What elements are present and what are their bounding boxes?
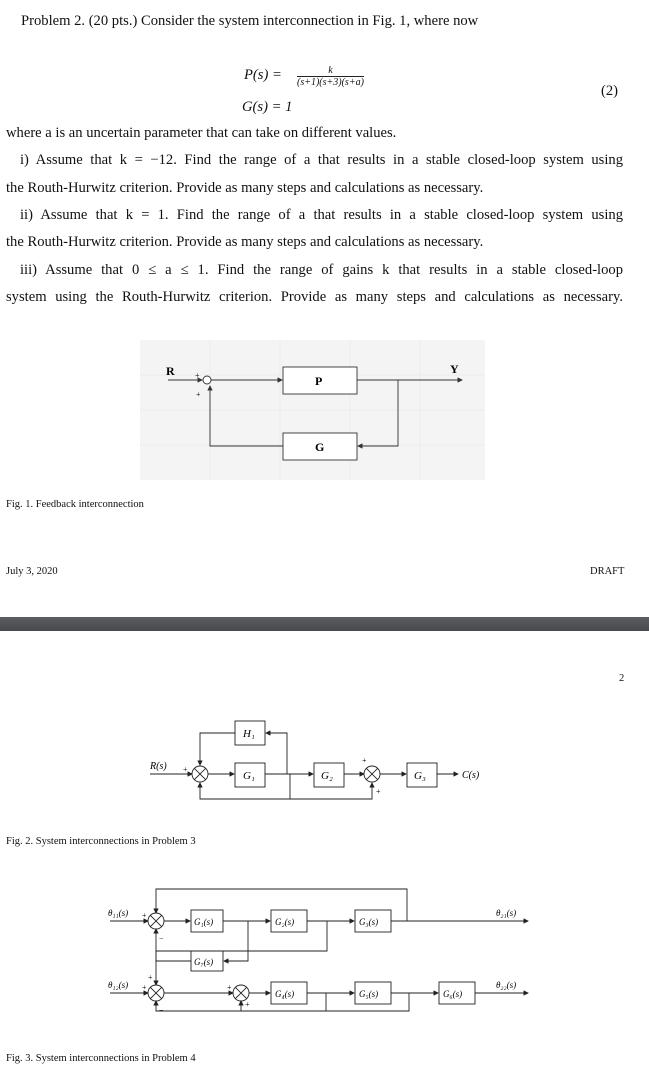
part-ii-line-2: the Routh-Hurwitz criterion. Provide as many steps and calculations as necessary. xyxy=(6,234,484,250)
document-page-2 xyxy=(0,631,649,1068)
fig2-label-g3: G₃ xyxy=(414,770,426,782)
fig3-caption: Fig. 3. System interconnections in Problem 4 xyxy=(6,1053,196,1064)
fig1-label-g: G xyxy=(315,440,325,454)
fig3-minus-2: − xyxy=(159,1006,164,1014)
fig3-plus-4: + xyxy=(227,983,232,992)
fig2-block-diagram xyxy=(140,711,520,821)
part-ii-line-1: ii) Assume that k = 1. Find the range of a that results in a stable closed-loop system using xyxy=(20,207,623,223)
fig2-plus-3: + xyxy=(376,787,381,796)
fig1-plus-bottom: + xyxy=(196,390,201,399)
where-line: where a is an uncertain parameter that can take on different values. xyxy=(6,125,397,141)
fig3-plus-2: + xyxy=(142,983,147,992)
fig3-label-th21: θ₂₁(s) xyxy=(496,908,517,918)
equation-p-fraction xyxy=(297,65,364,88)
fig2-label-g1: G₁ xyxy=(243,770,255,782)
footer-date: July 3, 2020 xyxy=(6,566,58,577)
equation-g: G(s) = 1 xyxy=(242,99,293,115)
fig1-caption: Fig. 1. Feedback interconnection xyxy=(6,499,144,510)
footer-draft: DRAFT xyxy=(590,566,625,577)
fig1-block-diagram xyxy=(140,340,485,480)
part-iii-line-2: system using the Routh-Hurwitz criterion. Provide as many steps and calculations as necessary. xyxy=(6,289,623,305)
fig3-label-g5: G₅(s) xyxy=(359,989,379,999)
part-i-line-1: i) Assume that k = −12. Find the range of a that results in a stable closed-loop system using xyxy=(20,152,623,168)
fig2-plus-2: + xyxy=(362,756,367,765)
problem-heading: Problem 2. (20 pts.) Consider the system interconnection in Fig. 1, where now xyxy=(21,13,479,29)
part-i-line-2: the Routh-Hurwitz criterion. Provide as many steps and calculations as necessary. xyxy=(6,180,484,196)
fig1-summing-junction xyxy=(203,376,211,384)
fig3-label-g7: G₇(s) xyxy=(194,957,214,967)
fig2-label-cs: C(s) xyxy=(462,770,480,781)
fig3-label-g4: G₄(s) xyxy=(275,989,295,999)
page-number: 2 xyxy=(619,673,625,684)
fig3-g7-input xyxy=(224,921,248,961)
fig3-label-g3: G₃(s) xyxy=(359,917,379,927)
fig1-plus-top: + xyxy=(195,371,200,380)
fig1-label-y: Y xyxy=(450,362,459,376)
part-iii-line-1: iii) Assume that 0 ≤ a ≤ 1. Find the range of gains k that results in a stable closed-loop xyxy=(20,262,623,278)
fig2-label-h1: H₁ xyxy=(243,728,255,740)
equation-number: (2) xyxy=(601,83,619,99)
fig3-label-g2: G₂(s) xyxy=(275,917,295,927)
fig3-label-th11: θ₁₁(s) xyxy=(108,908,129,918)
page-separator xyxy=(0,617,649,631)
equation-p-numerator: k xyxy=(297,65,364,77)
fig1-label-r: R xyxy=(166,364,175,378)
fig2-caption: Fig. 2. System interconnections in Problem 3 xyxy=(6,836,196,847)
fig3-plus-1: + xyxy=(142,911,147,920)
fig2-plus-1: + xyxy=(183,765,188,774)
equation-p-denominator: (s+1)(s+3)(s+a) xyxy=(297,77,364,88)
fig3-label-g1: G₁(s) xyxy=(194,917,214,927)
equation-p-lhs: P(s) = xyxy=(244,67,282,83)
fig2-h1-feedback-wire xyxy=(200,733,235,765)
fig3-plus-3: + xyxy=(148,973,153,982)
fig2-label-rs: R(s) xyxy=(150,761,167,772)
fig1-label-p: P xyxy=(315,374,323,388)
fig3-label-th12: θ₁₂(s) xyxy=(108,980,129,990)
fig3-label-g6: G₆(s) xyxy=(443,989,463,999)
fig2-h1-input-wire xyxy=(265,733,287,774)
fig3-plus-5: + xyxy=(245,1000,250,1009)
fig2-label-g2: G₂ xyxy=(321,770,333,782)
fig3-label-th22: θ₂₂(s) xyxy=(496,980,517,990)
fig3-minus-1: − xyxy=(159,934,164,943)
fig3-block-diagram xyxy=(100,879,540,1014)
